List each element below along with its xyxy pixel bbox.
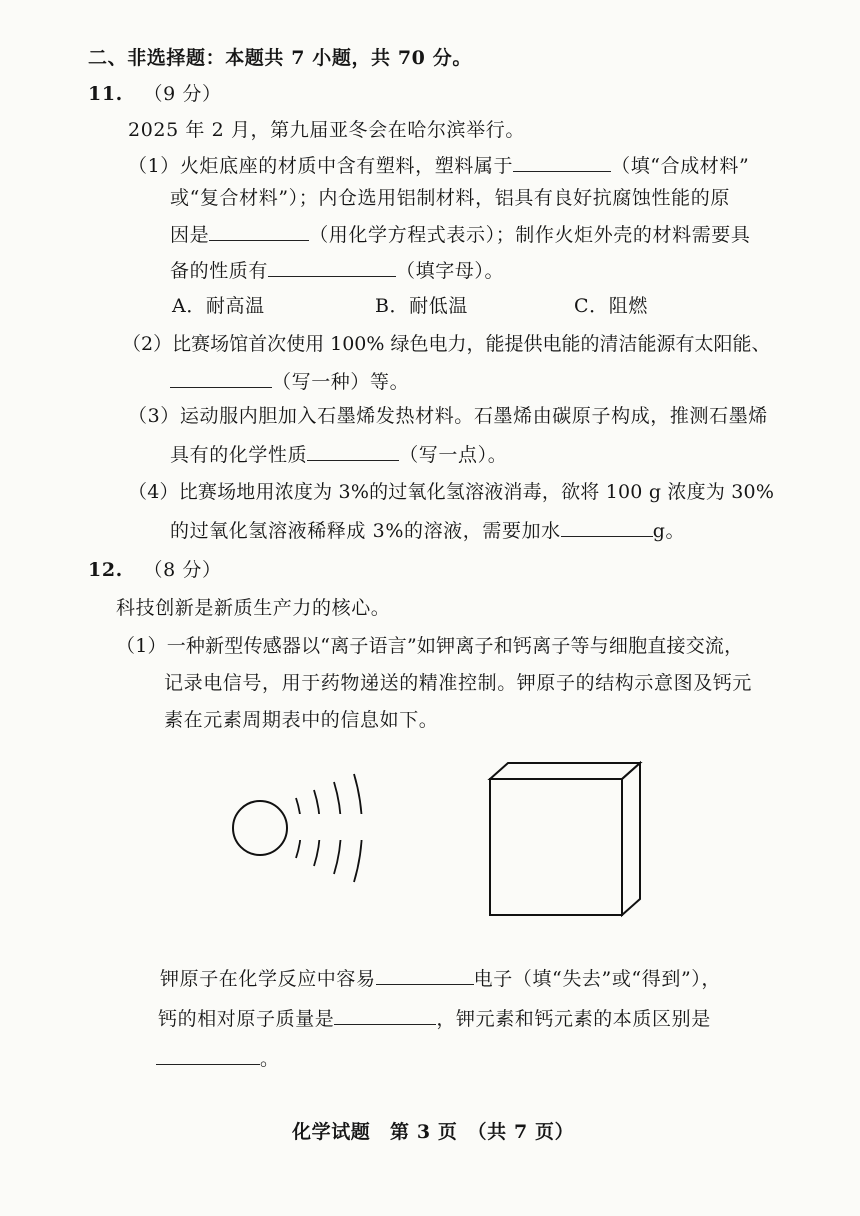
answer-blank[interactable] (170, 368, 272, 388)
card-top-face (490, 763, 640, 779)
text: 的过氧化氢溶液稀释成 3%的溶液，需要加水 (170, 520, 561, 542)
text: 钾原子在化学反应中容易 (160, 968, 376, 990)
text: g。 (652, 520, 686, 542)
answer-blank[interactable] (376, 965, 474, 985)
answer-blank[interactable] (334, 1005, 436, 1025)
text: （填字母）。 (396, 260, 505, 282)
text: （填“合成材料” (611, 155, 750, 177)
question-number: 12. (88, 559, 123, 581)
option-b: B．耐低温 (375, 295, 468, 317)
question-score: （8 分） (143, 559, 222, 581)
question-score: （9 分） (143, 83, 222, 105)
answer-blank[interactable] (513, 152, 611, 172)
answer-blank[interactable] (209, 221, 309, 241)
question-12-header (88, 558, 222, 582)
q11-part1-line3 (170, 221, 751, 247)
q11-part1-line1 (128, 152, 749, 178)
q12-after-line1 (160, 965, 721, 991)
q11-part2-line1: （2）比赛场馆首次使用 100% 绿色电力，能提供电能的清洁能源有太阳能、 (122, 333, 771, 355)
nucleus-circle (233, 801, 287, 855)
question-number: 11. (88, 83, 123, 105)
text: 钙的相对原子质量是 (158, 1008, 335, 1030)
q11-part4-line2 (170, 517, 685, 543)
q12-part1-line3: 素在元素周期表中的信息如下。 (164, 709, 439, 731)
q11-part3-line2 (170, 441, 507, 467)
card-front-face (490, 779, 622, 915)
q12-part1-line2: 记录电信号，用于药物递送的精准控制。钾原子的结构示意图及钙元 (164, 672, 753, 694)
q11-part3-line1: （3）运动服内胆加入石墨烯发热材料。石墨烯由碳原子构成，推测石墨烯 (128, 405, 768, 427)
q11-part2-line2 (170, 368, 409, 394)
text: 电子（填“失去”或“得到”）， (473, 968, 721, 990)
question-11-intro: 2025 年 2 月，第九届亚冬会在哈尔滨举行。 (128, 119, 525, 141)
q12-after-line3 (156, 1045, 280, 1071)
text: 。 (260, 1048, 280, 1070)
text: （写一点）。 (399, 444, 508, 466)
atom-structure-diagram (220, 758, 400, 888)
page-footer: 化学试题 第 3 页 （共 7 页） (292, 1121, 575, 1143)
text: ，钾元素和钙元素的本质区别是 (436, 1008, 711, 1030)
q12-part1-line1: （1）一种新型传感器以“离子语言”如钾离子和钙离子等与细胞直接交流， (116, 635, 744, 657)
option-c: C．阻燃 (574, 295, 648, 317)
answer-blank[interactable] (561, 517, 653, 537)
answer-blank[interactable] (268, 257, 396, 277)
q11-part1-line4 (170, 257, 504, 283)
answer-blank[interactable] (156, 1045, 260, 1065)
text: （用化学方程式表示）；制作火炬外壳的材料需要具 (309, 224, 751, 246)
text: （写一种）等。 (272, 371, 410, 393)
shell-label-gap (292, 814, 374, 840)
text: 因是 (170, 224, 210, 246)
element-card-calcium (480, 755, 650, 925)
answer-blank[interactable] (307, 441, 399, 461)
q11-part4-line1: （4）比赛场地用浓度为 3%的过氧化氢溶液消毒，欲将 100 g 浓度为 30% (128, 481, 775, 503)
question-12-intro: 科技创新是新质生产力的核心。 (116, 597, 391, 619)
question-11-header (88, 82, 222, 106)
section-header: 二、非选择题：本题共 7 小题，共 70 分。 (88, 47, 472, 69)
text: 备的性质有 (170, 260, 269, 282)
card-side-face (622, 763, 640, 915)
text: （1）火炬底座的材质中含有塑料，塑料属于 (128, 155, 514, 177)
option-a: A．耐高温 (172, 295, 265, 317)
q11-part1-line2: 或“复合材料”）；内仓选用铝制材料，铝具有良好抗腐蚀性能的原 (170, 187, 730, 209)
text: 具有的化学性质 (170, 444, 308, 466)
q12-after-line2 (158, 1005, 711, 1031)
